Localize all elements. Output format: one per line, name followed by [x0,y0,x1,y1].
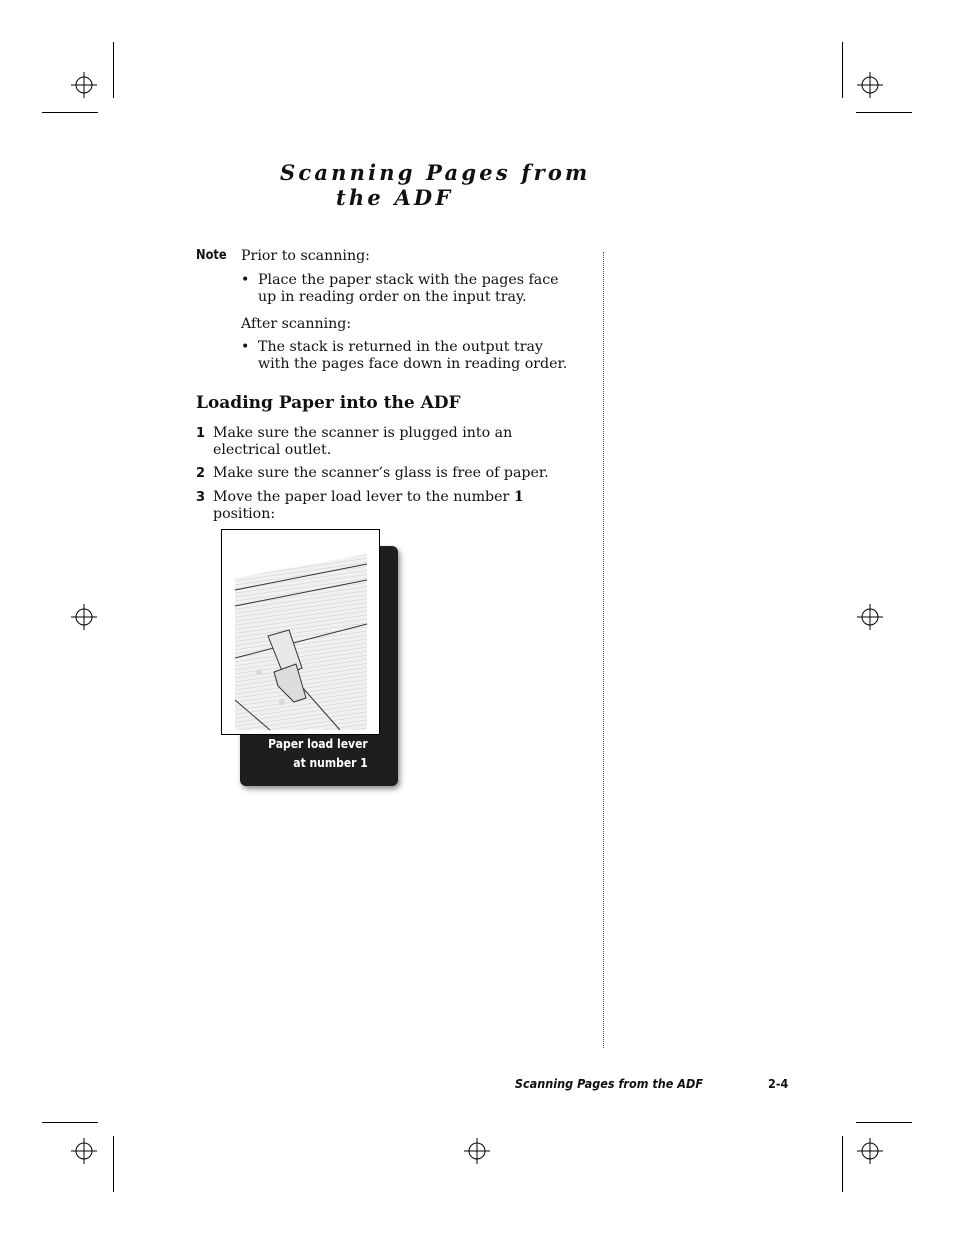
note-after-bullet-text: The stack is returned in the output tray with the pages face down in reading order. [258,339,568,372]
registration-mark-icon [71,604,97,630]
step-number: 3 [196,490,206,505]
page-title-line1: Scanning Pages from [280,160,591,185]
registration-mark-icon [71,1138,97,1164]
registration-mark-icon [464,1138,490,1164]
registration-mark-icon [857,72,883,98]
step-text-part: Move the paper load lever to the number [213,489,514,505]
crop-mark [42,1122,98,1123]
figure-illustration-frame [221,529,380,735]
footer-title: Scanning Pages from the ADF [514,1076,703,1091]
page-title [280,160,590,210]
step-text-part: position: [213,506,276,522]
page-title-line2: the ADF [336,185,454,210]
crop-mark [42,112,98,113]
step-text [213,489,583,523]
crop-mark [113,1136,114,1192]
figure-caption-line2: at number 1 [293,756,368,770]
registration-mark-icon [857,1138,883,1164]
bullet-icon: • [241,339,250,355]
paper-load-lever-illustration-icon [222,530,379,734]
step-text-bold: 1 [513,489,524,505]
figure-caption-line1: Paper load lever [268,737,368,751]
crop-mark [113,42,114,98]
bullet-icon: • [241,272,250,288]
step-text: Make sure the scanner’s glass is free of paper. [213,465,549,481]
registration-mark-icon [857,604,883,630]
note-label: Note [196,248,227,263]
page-number: 2-4 [768,1076,789,1091]
section-heading: Loading Paper into the ADF [196,393,461,413]
note-after-text: After scanning: [241,316,352,332]
registration-mark-icon [71,72,97,98]
step-number: 1 [196,426,206,441]
crop-mark [842,1136,843,1192]
column-divider [603,252,604,1048]
step-text: Make sure the scanner is plugged into an electrical outlet. [213,425,513,458]
crop-mark [842,42,843,98]
note-before-bullet-text: Place the paper stack with the pages face up in reading order on the input tray. [258,272,559,305]
step-number: 2 [196,466,206,481]
crop-mark [856,1122,912,1123]
note-before-text: Prior to scanning: [241,248,370,264]
crop-mark [856,112,912,113]
